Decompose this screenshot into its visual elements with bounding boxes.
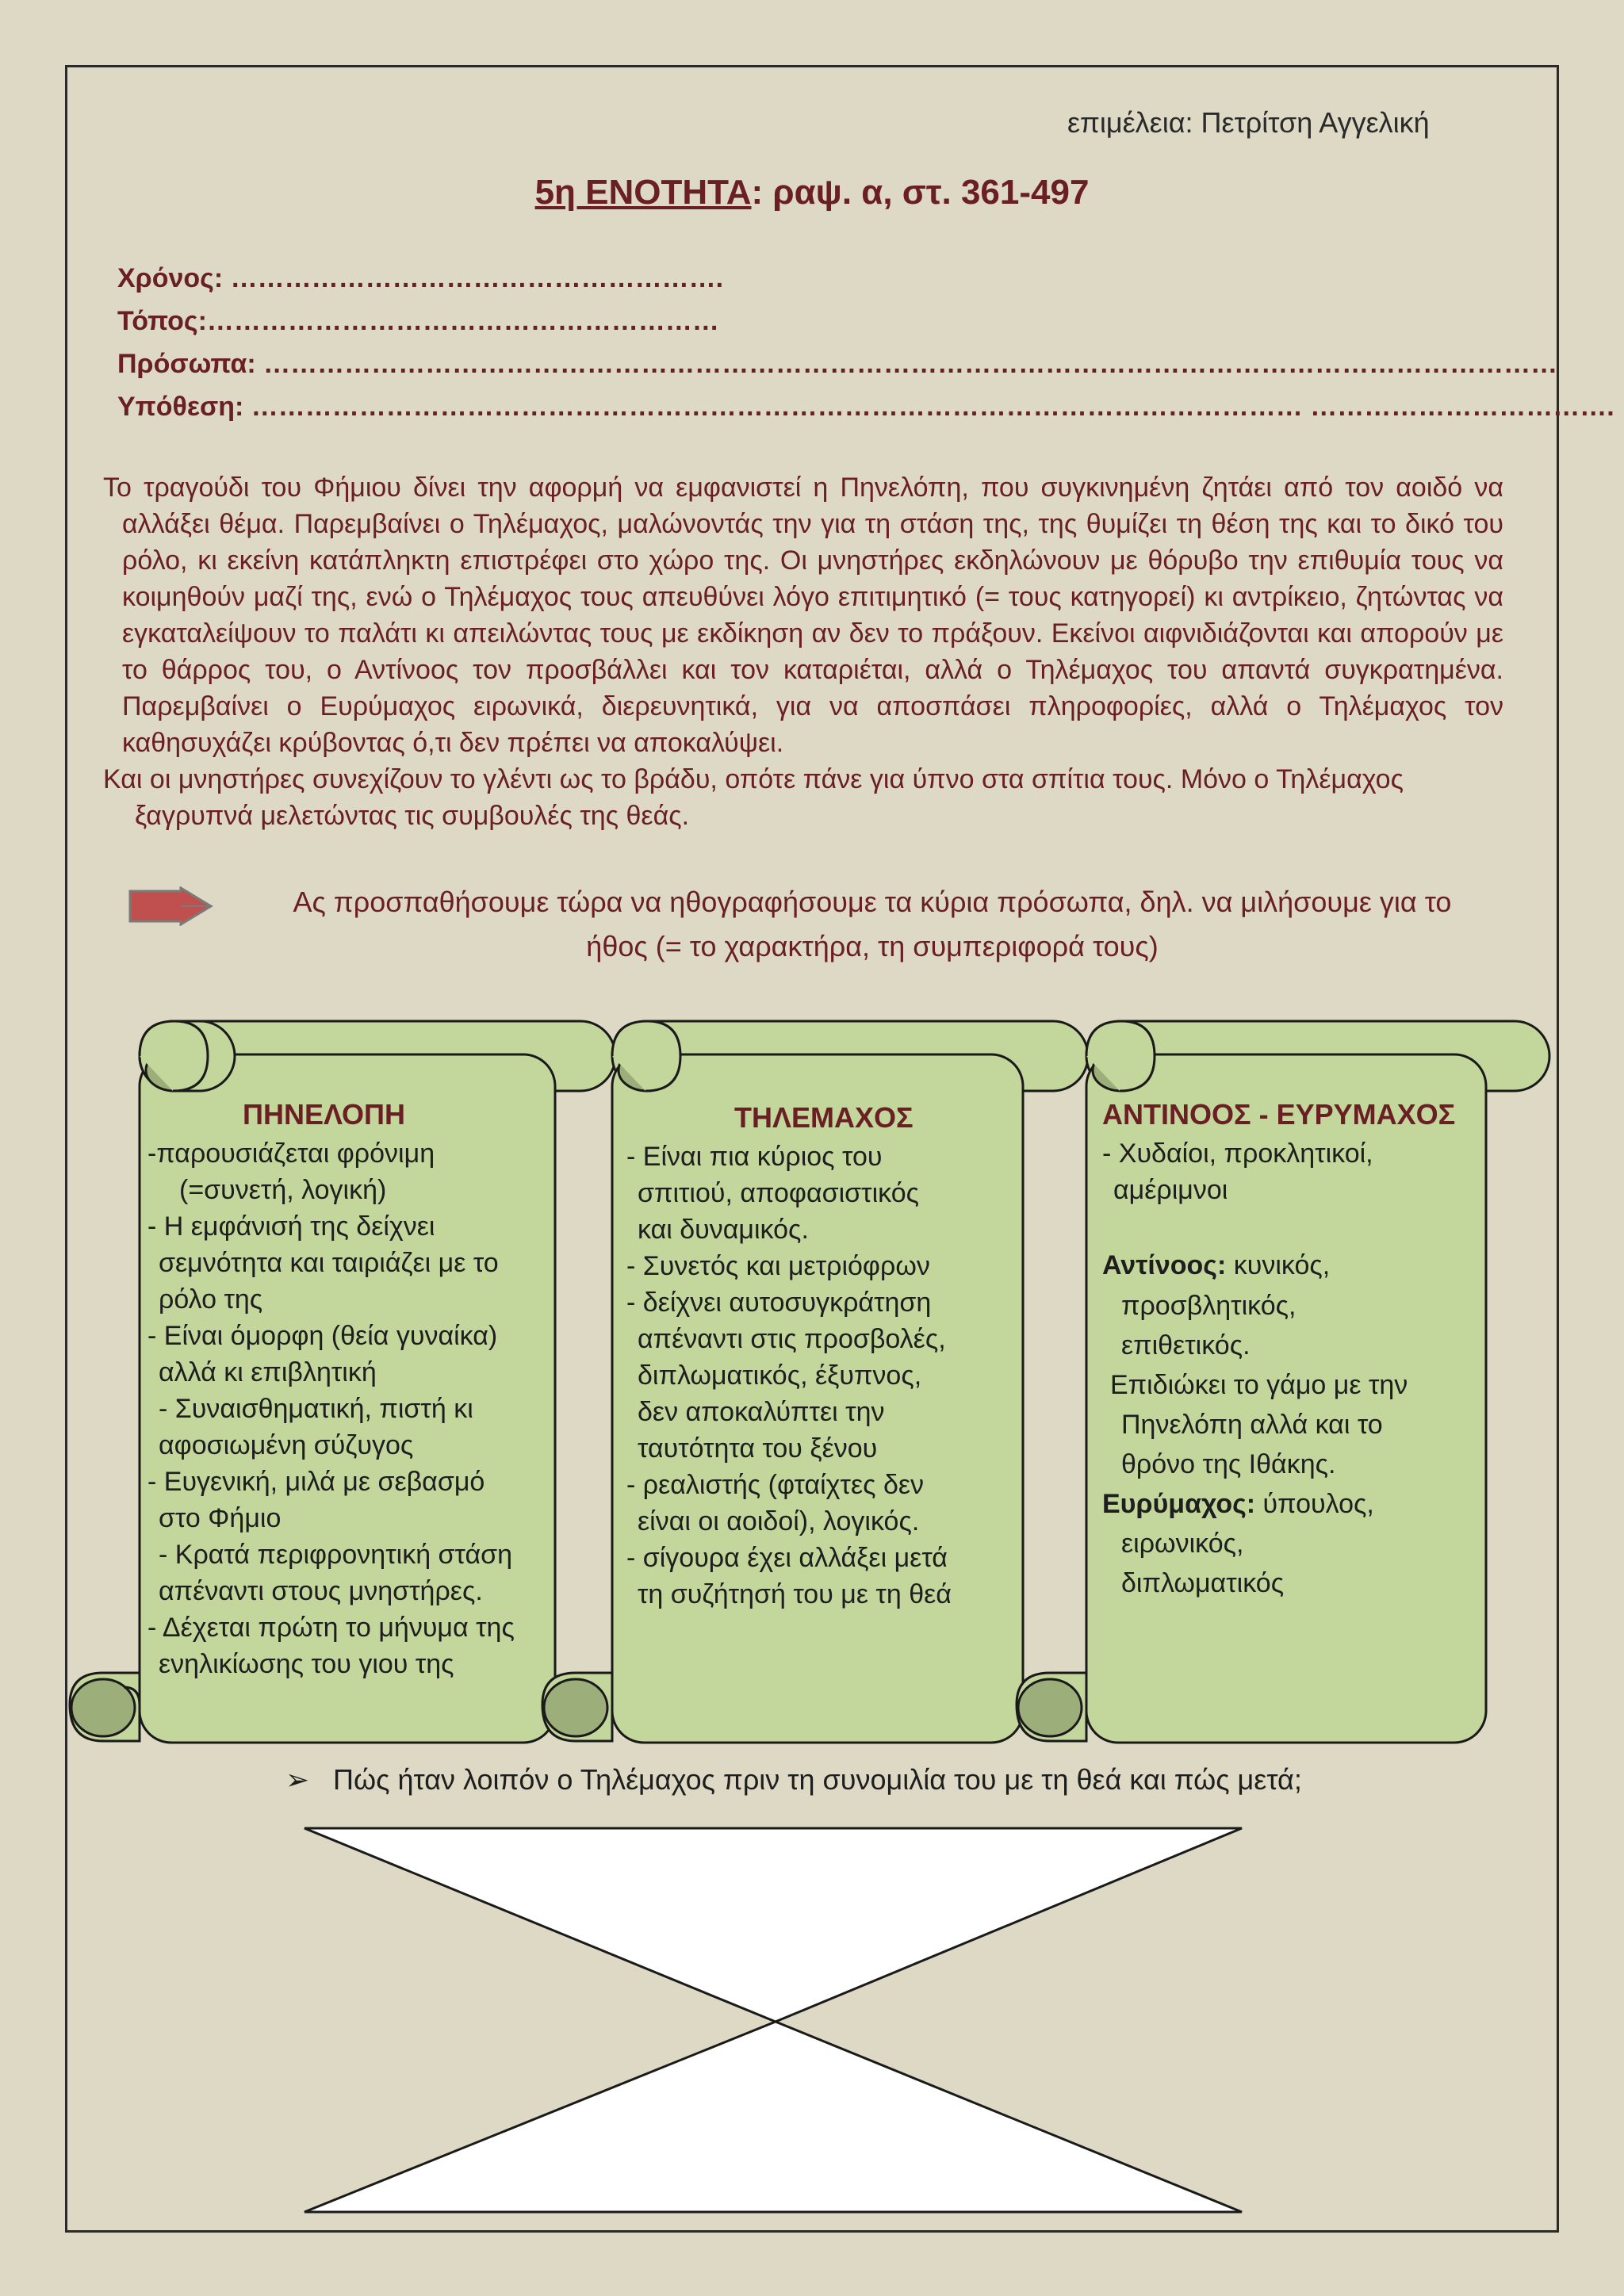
scroll-title-telemachus: ΤΗΛΕΜΑΧΟΣ [734,1101,914,1134]
scroll-line: επιθετικός. [1121,1330,1251,1360]
question-text: Πώς ήταν λοιπόν ο Τηλέμαχος πριν τη συνομιλία του με τη θεά και πώς μετά; [333,1763,1302,1796]
scroll-line: ρόλο της [159,1284,263,1314]
scroll-line: - Η εμφάνισή της δείχνει [147,1211,435,1242]
scroll-line: τη συζήτησή του με τη θεά [638,1579,952,1609]
time-field-line: Χρόνος: ………………………………………………. [117,263,724,293]
plot-field-line: Υπόθεση: ……………………………………………………………………………………………………… ……………………………. [117,392,1614,422]
scroll-line: ειρωνικός, [1121,1529,1244,1559]
scroll-line: σπιτιού, αποφασιστικός [638,1178,920,1208]
scroll-line: απέναντι στις προσβολές, [638,1324,946,1354]
scroll-line: - Δέχεται πρώτη το μήνυμα της [147,1613,515,1643]
scroll-line: Επιδιώκει το γάμο με την [1110,1370,1408,1400]
scroll-title-suitors: ΑΝΤΙΝΟΟΣ - ΕΥΡΥΜΑΧΟΣ [1102,1098,1456,1131]
task-line-1: Ας προσπαθήσουμε τώρα να ηθογραφήσουμε τα κύρια πρόσωπα, δηλ. να μιλήσουμε για το [293,886,1452,918]
scroll-line: - Είναι πια κύριος του [626,1142,883,1172]
scroll-line: -παρουσιάζεται φρόνιμη [147,1138,435,1169]
task-line-2: ήθος (= το χαρακτήρα, τη συμπεριφορά τους) [586,930,1159,962]
scroll-line: στο Φήμιο [159,1503,282,1533]
scroll-line: προσβλητικός, [1121,1291,1297,1321]
scroll-line: Πηνελόπη αλλά και το [1121,1410,1383,1440]
scroll-line: - Συναισθηματική, πιστή κι [159,1394,473,1424]
summary-paragraph-1: Το τραγούδι του Φήμιου δίνει την αφορμή να εμφανιστεί η Πηνελόπη, που συγκινημένη ζητάει από τον αοιδό να αλλάξει θέμα. Παρεμβαίνει ο Τηλέμαχος, μαλώνοντάς την για τη στάση της, της θυμίζει τη θέση της και το δικό του ρόλο, κι εκείνη κατάπληκτη επιστρέφει στο χώρο της. Οι μνηστήρες εκδηλώνουν με θόρυβο την επιθυμία τους να κοιμηθούν μαζί της, ενώ ο Τηλέμαχος τους απευθύνει λόγο επιτιμητικό (= τους κατηγορεί) κι αντρίκειο, ζητώντας να εγκαταλείψουν το παλάτι κι απειλώντας τους με εκδίκηση αν δεν το πράξουν. Εκείνοι αιφνιδιάζονται και απορούν με το θάρρος του, ο Αντίνοος τον προσβάλλει και τον καταριέται, αλλά ο Τηλέμαχος του απαντά συγκρατημένα. Παρεμβαίνει ο Ευρύμαχος ειρωνικά, διερευνητικά, για να αποσπάσει πληροφορίες, αλλά ο Τηλέμαχος τον καθησυχάζει κρύβοντας ό,τι δεν πρέπει να αποκαλύψει. [103,473,1503,758]
scroll-line: - ρεαλιστής (φταίχτες δεν [626,1470,925,1500]
antinoos-text: κυνικός, [1226,1250,1331,1280]
place-field-line: Τόπος:………………………………………………… [117,306,719,336]
title-unit: 5η ΕΝΟΤΗΤΑ [534,173,752,212]
scroll-line: αφοσιωμένη σύζυγος [159,1430,414,1460]
persons-field-line: Πρόσωπα: ……………………………………………………………………………………………………………………………… [117,349,1558,379]
scroll-line: αλλά κι επιβλητική [159,1357,377,1387]
author-credit: επιμέλεια: Πετρίτση Αγγελική [1067,106,1430,139]
eurymachos-label: Ευρύμαχος: [1102,1489,1256,1519]
scroll-line: αμέριμνοι [1113,1175,1228,1205]
scroll-line: - Είναι όμορφη (θεία γυναίκα) [147,1321,498,1351]
scroll-line: - Ευγενική, μιλά με σεβασμό [147,1467,485,1497]
scroll-line: θρόνο της Ιθάκης. [1121,1449,1336,1479]
scroll-line: διπλωματικός [1121,1568,1285,1598]
scroll-line: (=συνετή, λογική) [179,1175,387,1205]
antinoos-label: Αντίνοος: [1102,1250,1227,1280]
summary-paragraph-2: Και οι μνηστήρες συνεχίζουν το γλέντι ως το βράδυ, οπότε πάνε για ύπνο στα σπίτια τους. Μόνο ο Τηλέμαχος ξαγρυπνά μελετώντας τις συμβουλές της θεάς. [103,764,1404,831]
scroll-line: σεμνότητα και ταιριάζει με το [159,1248,499,1278]
title-range: : ραψ. α, στ. 361-497 [751,173,1090,212]
scroll-title-penelope: ΠΗΝΕΛΟΠΗ [243,1098,406,1131]
scroll-line: δεν αποκαλύπτει την [638,1397,885,1427]
scroll-line: - Χυδαίοι, προκλητικοί, [1102,1138,1373,1169]
scroll-line: απέναντι στους μνηστήρες. [159,1576,483,1606]
scroll-line: - Κρατά περιφρονητική στάση [159,1540,513,1570]
bullet-arrow-icon: ➢ [285,1763,310,1796]
scroll-line: - σίγουρα έχει αλλάξει μετά [626,1543,948,1573]
scroll-line: - δείχνει αυτοσυγκράτηση [626,1288,932,1318]
scroll-line: - Συνετός και μετριόφρων [626,1251,930,1281]
eurymachos-text: ύπουλος, [1255,1489,1374,1519]
scroll-line: ταυτότητα του ξένου [638,1433,878,1464]
scroll-line: διπλωματικός, έξυπνος, [638,1360,922,1391]
scroll-line: και δυναμικός. [638,1215,809,1245]
scroll-line: είναι οι αοιδοί), λογικός. [638,1506,920,1536]
scroll-line: ενηλικίωσης του γιου της [159,1649,454,1679]
